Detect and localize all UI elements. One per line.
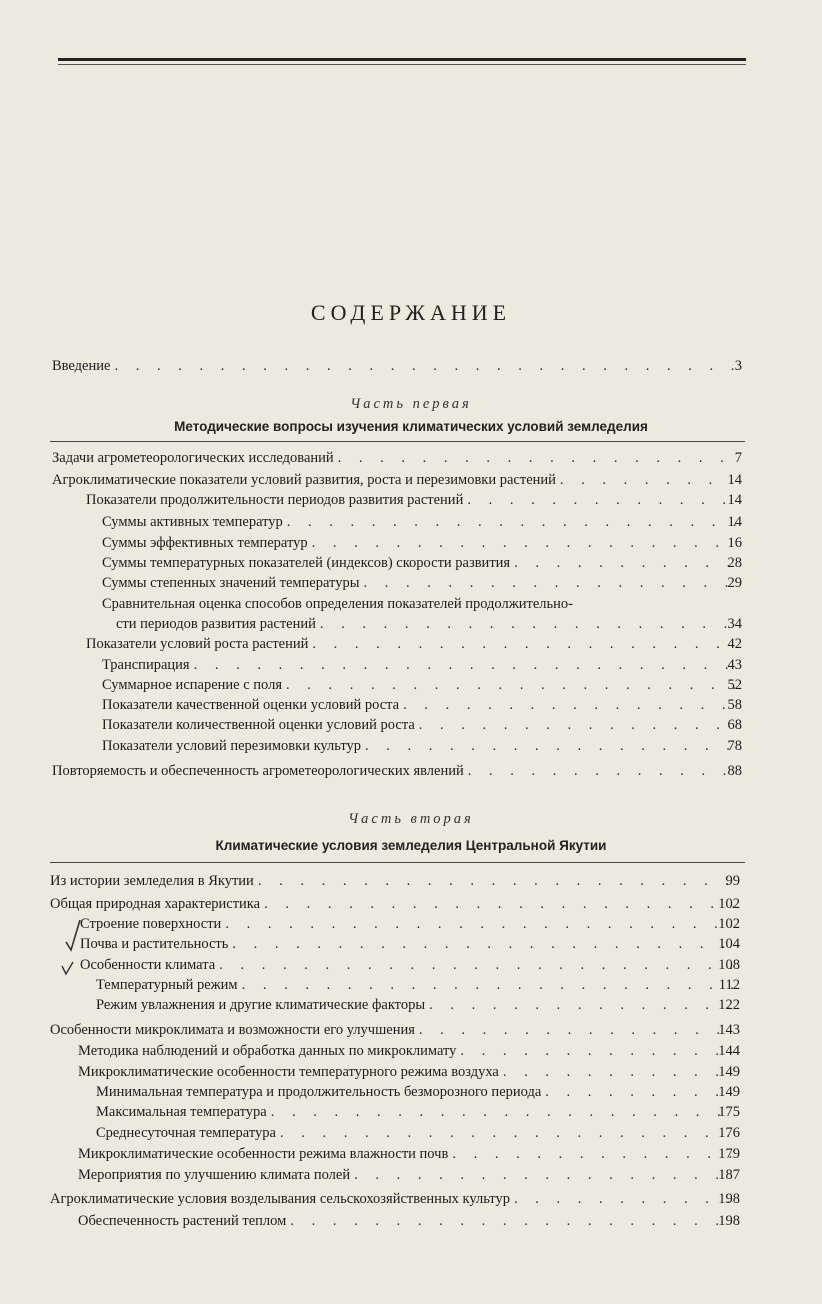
toc-entry[interactable]: Суммарное испарение с поля . . . 52: [102, 677, 742, 695]
toc-entry[interactable]: Среднесуточная температура . . . 176: [96, 1125, 740, 1143]
toc-entry[interactable]: Из истории земледелия в Якутии . . . 99: [50, 873, 740, 891]
toc-entry[interactable]: Минимальная температура и продолжительность безморозного периода . . . 149: [96, 1084, 740, 1102]
toc-entry[interactable]: Строение поверхности . . . 102: [80, 916, 740, 934]
top-rule: [58, 58, 746, 61]
toc-entry[interactable]: Транспирация . . . 43: [102, 657, 742, 675]
toc-entry[interactable]: Методика наблюдений и обработка данных по микроклимату . . . 144: [78, 1043, 740, 1061]
toc-entry[interactable]: Суммы активных температур . . . 14: [102, 514, 742, 532]
toc-entry-line1[interactable]: Сравнительная оценка способов определения показателей продолжительно-: [102, 596, 573, 612]
handwritten-check-icon: [60, 960, 76, 976]
part1-heading: Часть первая: [350, 396, 472, 412]
top-rule-thin: [58, 64, 746, 65]
page-title: СОДЕРЖАНИЕ: [310, 300, 512, 325]
toc-entry[interactable]: Режим увлажнения и другие климатические факторы . . . 122: [96, 997, 740, 1015]
handwritten-check-icon: [62, 918, 84, 954]
toc-entry[interactable]: Повторяемость и обеспеченность агрометеорологических явлений . . . 88: [52, 763, 742, 781]
toc-entry[interactable]: Особенности климата . . . 108: [80, 957, 740, 975]
part2-title: Климатические условия земледелия Центральной Якутии: [215, 838, 607, 853]
toc-entry[interactable]: Максимальная температура . . . 175: [96, 1104, 740, 1122]
part1-title: Методические вопросы изучения климатических условий земледелия: [174, 419, 648, 434]
toc-entry[interactable]: Микроклиматические особенности режима влажности почв . . . 179: [78, 1146, 740, 1164]
toc-entry[interactable]: Показатели условий роста растений . . . 42: [86, 636, 742, 654]
toc-entry[interactable]: Суммы степенных значений температуры . . . 29: [102, 575, 742, 593]
toc-entry[interactable]: Суммы температурных показателей (индексов) скорости развития . . . 28: [102, 555, 742, 573]
toc-entry[interactable]: Температурный режим . . . 112: [96, 977, 740, 995]
toc-entry[interactable]: Показатели качественной оценки условий роста . . . 58: [102, 697, 742, 715]
toc-entry[interactable]: Показатели продолжительности периодов развития растений . . . 14: [86, 492, 742, 510]
toc-entry[interactable]: Задачи агрометеорологических исследований . . . 7: [52, 450, 742, 468]
toc-entry[interactable]: Общая природная характеристика . . . 102: [50, 896, 740, 914]
part2-separator: [50, 862, 745, 863]
toc-entry-page: 3: [734, 358, 742, 374]
toc-entry-intro[interactable]: [52, 358, 742, 376]
toc-entry[interactable]: Микроклиматические особенности температурного режима воздуха . . . 149: [78, 1064, 740, 1082]
toc-entry[interactable]: Мероприятия по улучшению климата полей . . . 187: [78, 1167, 740, 1185]
toc-entry[interactable]: Показатели количественной оценки условий роста . . . 68: [102, 717, 742, 735]
toc-entry-line2[interactable]: сти периодов развития растений . . . 34: [116, 616, 742, 634]
toc-entry[interactable]: Особенности микроклимата и возможности его улучшения . . . 143: [50, 1022, 740, 1040]
toc-entry[interactable]: Агроклиматические показатели условий развития, роста и перезимовки растений . . . 14: [52, 472, 742, 490]
toc-entry[interactable]: Суммы эффективных температур . . . 16: [102, 535, 742, 553]
toc-entry[interactable]: Почва и растительность . . . 104: [80, 936, 740, 954]
toc-entry-label: Введение: [52, 358, 111, 374]
toc-entry[interactable]: Показатели условий перезимовки культур . . . 78: [102, 738, 742, 756]
part1-separator: [50, 441, 745, 442]
toc-entry[interactable]: Агроклиматические условия возделывания сельскохозяйственных культур . . . 198: [50, 1191, 740, 1209]
toc-entry[interactable]: Обеспеченность растений теплом . . . 198: [78, 1213, 740, 1231]
part2-heading: Часть вторая: [348, 811, 474, 827]
